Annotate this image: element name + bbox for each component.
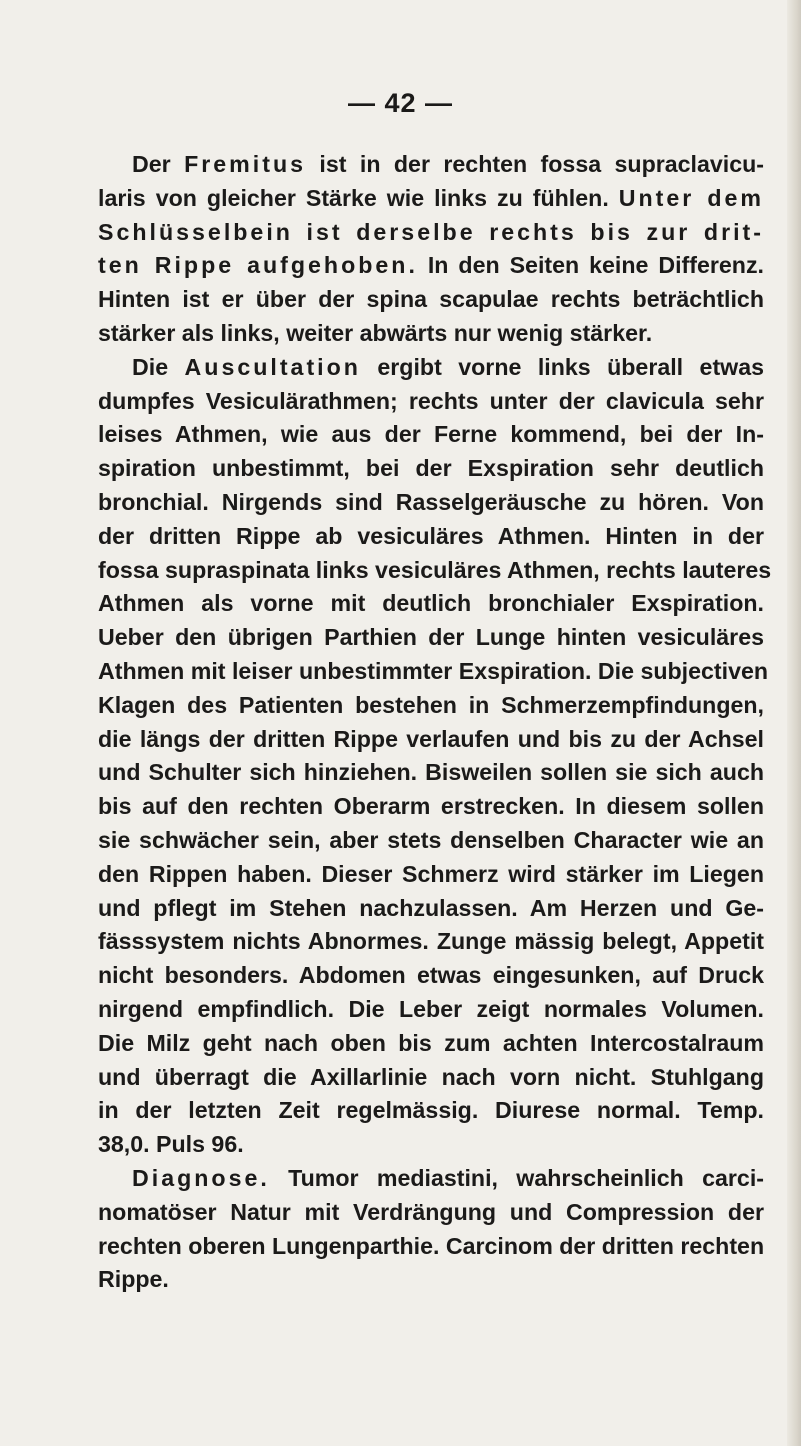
text-run: bis auf den rechten Oberarm erstrecken. In diesem sollen: [98, 793, 764, 820]
text-line: [98, 317, 764, 351]
text-run: nicht besonders. Abdomen etwas eingesunken, auf Druck: [98, 962, 764, 989]
text-run: Athmen mit leiser unbestimmter Exspiration. Die subjectiven: [98, 657, 769, 684]
text-line: [98, 351, 764, 385]
page-edge-shadow: [787, 0, 801, 1446]
text-run: nomatöser Natur mit Verdrängung und Compression der: [98, 1198, 764, 1225]
text-run: ist in der rechten fossa supraclavicu-: [306, 151, 765, 177]
text-line: [98, 1094, 764, 1128]
text-line: [98, 689, 764, 723]
text-line: [98, 959, 764, 993]
text-run: dumpfes Vesiculärathmen; rechts unter der clavicula sehr: [98, 387, 764, 414]
spaced-emphasis-text: Diagnose.: [132, 1164, 270, 1191]
text-run: Athmen als vorne mit deutlich bronchialer Exspiration.: [98, 590, 764, 617]
text-run: Ueber den übrigen Parthien der Lunge hinten vesiculäres: [98, 624, 764, 651]
text-run: fossa supraspinata links vesiculäres Athmen, rechts lauteres: [98, 556, 772, 583]
text-line: [98, 1263, 764, 1297]
text-line: [98, 249, 764, 283]
text-line: [98, 756, 764, 790]
text-run: und Schulter sich hinziehen. Bisweilen sollen sie sich auch: [98, 759, 764, 786]
text-run: der dritten Rippe ab vesiculäres Athmen. Hinten in der: [98, 522, 764, 549]
text-line: [98, 723, 764, 757]
text-run: die längs der dritten Rippe verlaufen und bis zu der Achsel: [98, 725, 764, 752]
spaced-emphasis-text: Unter dem: [618, 184, 764, 211]
body-text: [98, 148, 772, 1297]
spaced-emphasis-text: ten Rippe aufgehoben.: [98, 252, 418, 279]
text-run: nirgend empfindlich. Die Leber zeigt normales Volumen.: [98, 995, 764, 1022]
spaced-emphasis-text: Schlüsselbein ist derselbe rechts bis zur drit-: [98, 218, 764, 245]
text-line: [98, 216, 764, 250]
text-line: [98, 1162, 764, 1196]
text-line: [98, 1230, 764, 1264]
text-line: [98, 452, 764, 486]
text-run: Hinten ist er über der spina scapulae rechts beträchtlich: [98, 286, 764, 313]
text-run: den Rippen haben. Dieser Schmerz wird stärker im Liegen: [98, 860, 764, 887]
text-line: [98, 1196, 764, 1230]
text-run: Der: [132, 151, 185, 177]
spaced-emphasis-text: Auscultation: [184, 353, 361, 380]
text-line: [98, 283, 764, 317]
text-line: [98, 824, 764, 858]
text-run: stärker als links, weiter abwärts nur wenig stärker.: [98, 319, 653, 346]
text-run: Die Milz geht nach oben bis zum achten Intercostalraum: [98, 1029, 764, 1056]
text-line: [98, 182, 764, 216]
text-line: [98, 993, 764, 1027]
text-line: [98, 790, 764, 824]
text-line: [98, 486, 764, 520]
spaced-emphasis-text: Fremitus: [184, 151, 307, 177]
text-line: [98, 621, 764, 655]
text-run: Klagen des Patienten bestehen in Schmerzempfindungen,: [98, 691, 764, 718]
page-number: — 42 —: [347, 88, 454, 118]
text-run: Tumor mediastini, wahrscheinlich carci-: [269, 1164, 764, 1191]
text-run: laris von gleicher Stärke wie links zu fühlen.: [98, 184, 619, 211]
text-line: [98, 925, 764, 959]
text-line: [98, 1061, 764, 1095]
text-run: fässsystem nichts Abnormes. Zunge mässig belegt, Appetit: [98, 928, 764, 955]
text-run: spiration unbestimmt, bei der Exspiration sehr deutlich: [98, 455, 764, 482]
text-line: [98, 892, 764, 926]
text-run: leises Athmen, wie aus der Ferne kommend, bei der In-: [98, 421, 764, 448]
text-line: [98, 1027, 764, 1061]
text-line: [98, 418, 764, 452]
text-line: [98, 520, 764, 554]
text-run: und pflegt im Stehen nachzulassen. Am Herzen und Ge-: [98, 894, 764, 921]
text-line: [98, 385, 764, 419]
text-line: [98, 1128, 764, 1162]
text-run: Die: [132, 353, 185, 380]
text-run: In den Seiten keine Differenz.: [417, 252, 764, 279]
text-run: ergibt vorne links überall etwas: [360, 353, 765, 380]
text-run: 38,0. Puls 96.: [98, 1131, 244, 1158]
text-run: bronchial. Nirgends sind Rasselgeräusche zu hören. Von: [98, 488, 764, 515]
text-run: und überragt die Axillarlinie nach vorn nicht. Stuhlgang: [98, 1063, 764, 1090]
text-line: [98, 148, 764, 182]
text-run: Rippe.: [98, 1266, 169, 1293]
text-line: [98, 858, 764, 892]
text-run: in der letzten Zeit regelmässig. Diurese normal. Temp.: [98, 1097, 764, 1124]
text-line: [98, 587, 764, 621]
text-run: sie schwächer sein, aber stets denselben Character wie an: [98, 826, 764, 853]
text-line: [98, 554, 772, 588]
text-run: rechten oberen Lungenparthie. Carcinom der dritten rechten: [98, 1232, 765, 1259]
text-line: [98, 655, 769, 689]
